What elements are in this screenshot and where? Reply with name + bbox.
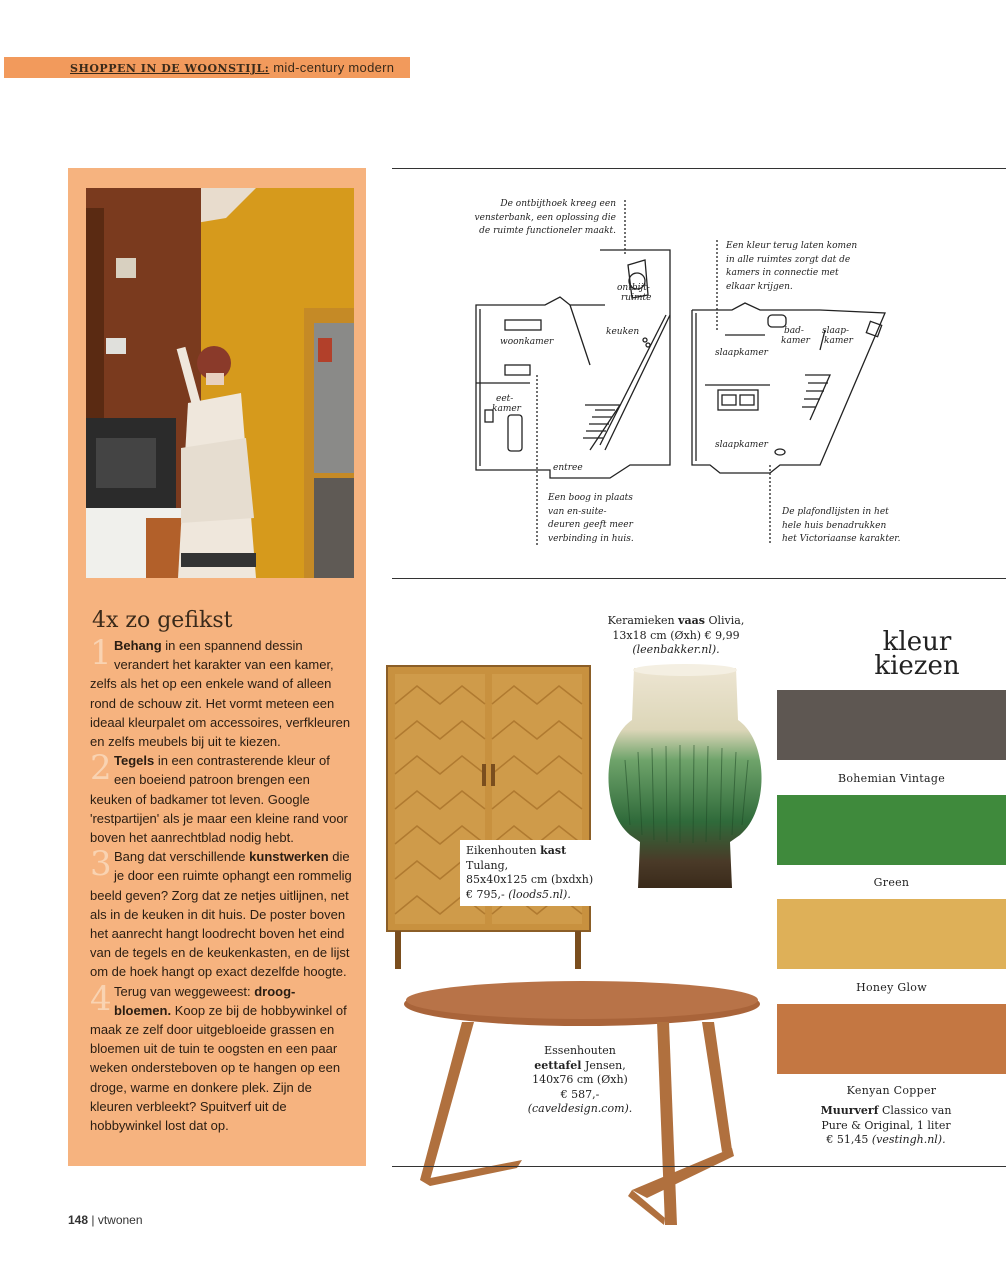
footer-brand: vtwonen — [97, 1213, 143, 1227]
section-style: mid-century modern — [273, 60, 395, 75]
section-header — [4, 57, 410, 78]
caption-vase — [596, 614, 756, 658]
room-eet: eet- — [496, 394, 514, 404]
cabinet-line3-a: € 795,- — [466, 887, 509, 901]
cabinet-line3-b: (loods5.nl). — [508, 887, 571, 901]
tip-3 — [90, 844, 352, 981]
tip-2 — [90, 748, 352, 847]
tip-number: 4 — [90, 978, 112, 1019]
tip-text: in een contrasterende kleur of een boeiend patroon brengen een keuken of badkamer tot leven. Google 'restpartijen' als je maar een kleine rand voor boven het aanrechtblad nodig hebt. — [90, 753, 348, 846]
tip-pre: Bang dat verschillende — [114, 849, 250, 865]
cabinet-line2: 85x40x125 cm (bxdxh) — [466, 873, 594, 886]
tip-text: die je door een ruimte ophangt een rommelig beeld geven? Zorg dat ze netjes uitlijnen, net als in de keuken in dit huis. De poster boven het aanrecht hangt loodrecht boven het eind van de tegels en de keukenkasten, en de lijst om de hoek hangt op exact dezelfde hoogte. — [90, 849, 352, 980]
kleur-title — [842, 627, 992, 681]
paint-line2: Pure & Original, 1 liter — [821, 1118, 951, 1132]
cabinet-image — [385, 664, 595, 970]
swatch-kenyan-copper — [777, 1004, 1006, 1074]
room-bad: bad- — [784, 326, 804, 336]
room-eetkamer: kamer — [492, 404, 521, 414]
divider-top — [392, 168, 1006, 169]
room-badkamer: kamer — [781, 336, 810, 346]
room-slaapkamer-1: slaapkamer — [715, 348, 768, 358]
swatch-bohemian-vintage — [777, 690, 1006, 760]
note-color: Een kleur terug laten komen in alle ruimtes zorgt dat de kamers in connectie met elkaar krijgen. — [726, 241, 858, 292]
tip-number: 2 — [90, 748, 112, 789]
paint-line3-b: (vestingh.nl). — [871, 1133, 946, 1146]
vase-line1-b: vaas — [678, 614, 705, 627]
room-slaapkamer-2: slaapkamer — [715, 440, 768, 450]
vase-line3: (leenbakker.nl). — [632, 643, 720, 656]
table-line1: Essenhouten — [544, 1044, 616, 1057]
kleur-title-2: kiezen — [874, 651, 960, 681]
room-woonkamer: woonkamer — [500, 337, 554, 347]
room-ontbijt: ontbijt- — [617, 283, 650, 293]
tip-lead: droog-bloemen. — [114, 983, 296, 1018]
swatch-label-bohemian-vintage: Bohemian Vintage — [837, 772, 946, 785]
tip-lead: Behang — [114, 638, 162, 653]
swatch-label-green: Green — [873, 876, 910, 889]
vase-image — [600, 660, 770, 892]
tip-text: Koop ze bij de hobbywinkel of maak ze zelf door uitgebloeide grassen en bloemen uit de tuin te oogsten en een paar weken ondersteboven op te hangen op een droge, warme en donkere plek. Zijn de kleuren verbleekt? Spuitverf uit de hobbywinkel lost dat op. — [90, 1002, 347, 1134]
cabinet-line1-a: Eikenhouten — [466, 844, 541, 857]
caption-cabinet — [460, 840, 602, 906]
tip-lead: kunstwerken — [249, 849, 329, 865]
tips-list — [90, 633, 352, 1135]
divider-bottom — [392, 1166, 1006, 1167]
divider-middle — [392, 578, 1006, 579]
cabinet-line1-b: kast — [540, 844, 567, 857]
kitchen-photo — [86, 188, 354, 578]
note-arch: Een boog in plaats van en-suite-deuren geeft meer verbinding in huis. — [548, 493, 634, 544]
tip-pre: Terug van weggeweest: — [114, 983, 255, 999]
tip-lead: Tegels — [114, 753, 155, 769]
swatch-green — [777, 795, 1006, 865]
vase-line1-c: Olivia, — [704, 614, 745, 627]
tip-4 — [90, 978, 352, 1136]
paint-line1-a: Muurverf — [820, 1104, 879, 1117]
tip-text: in een spannend dessin verandert het karakter van een kamer, zelfs als het op een enkele wand of alleen rond de schouw zit. Het vormt meteen een ideaal kleurpalet om accessoires, verfkleuren en zelfs meubels bij uit te kiezen. — [90, 638, 351, 750]
footer-separator: | — [88, 1213, 98, 1227]
note-ceiling: De plafondlijsten in het hele huis benadrukken het Victoriaanse karakter. — [782, 507, 901, 544]
cabinet-line1-c: Tulang, — [466, 858, 509, 872]
page-footer — [68, 1213, 143, 1227]
room-slaap: slaap- — [822, 326, 850, 336]
table-line2-a: eettafel — [534, 1058, 582, 1072]
paint-line1-b: Classico van — [878, 1104, 952, 1117]
tip-1 — [90, 633, 352, 751]
swatch-honey-glow — [777, 899, 1006, 969]
floorplan-drawing — [470, 195, 900, 560]
table-line2-b: Jensen, — [581, 1058, 626, 1072]
caption-table — [520, 1044, 640, 1117]
swatch-label-honey-glow: Honey Glow — [856, 981, 927, 994]
caption-paint — [786, 1104, 986, 1148]
swatch-label-kenyan-copper: Kenyan Copper — [846, 1084, 937, 1097]
panel-title: 4x zo gefikst — [92, 608, 233, 633]
room-entree: entree — [553, 463, 583, 473]
table-line4: € 587,- — [560, 1087, 600, 1101]
vase-line2: 13x18 cm (Øxh) € 9,99 — [612, 628, 740, 642]
vase-line1-a: Keramieken — [607, 614, 679, 627]
tip-number: 3 — [90, 844, 112, 885]
paint-line3-a: € 51,45 — [826, 1133, 872, 1146]
room-slaapkamer-b: kamer — [824, 336, 853, 346]
page-number: 148 — [68, 1213, 89, 1227]
kleur-title-1: kleur — [882, 627, 952, 657]
section-label: SHOPPEN IN DE WOONSTIJL: — [70, 62, 270, 75]
table-line3: 140x76 cm (Øxh) — [532, 1073, 628, 1086]
room-ruimte: ruimte — [621, 293, 652, 303]
note-breakfast: De ontbijthoek kreeg een vensterbank, een oplossing die de ruimte functioneler maakt. — [474, 199, 616, 236]
tips-panel — [68, 168, 366, 1166]
table-line5: (caveldesign.com). — [527, 1102, 633, 1115]
room-keuken: keuken — [606, 327, 640, 337]
tip-number: 1 — [90, 633, 112, 673]
